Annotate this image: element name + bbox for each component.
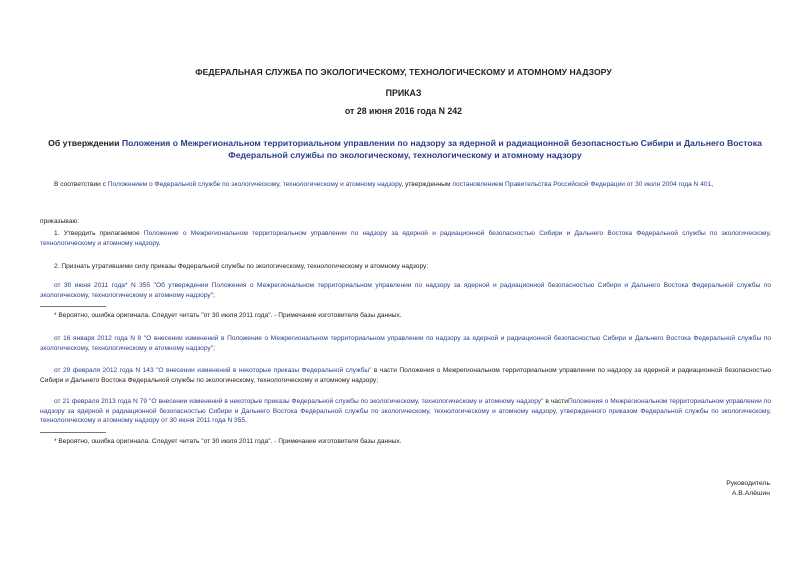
order-word: приказываю:: [40, 218, 80, 225]
repealed-order-3-end: в части Положения о Межрегиональном территориальном управлении по надзору за ядерной и радиационной безопасностью Сибири и Дальнего Востока Федеральной службы по экологическому, технологическому и атомному надзору;: [40, 367, 771, 384]
preamble-link-decree[interactable]: постановлением Правительства Российской Федерации от 30 июля 2004 года N 401: [452, 181, 712, 188]
repealed-order-2-end: ;: [213, 344, 215, 352]
signature-name: А.В.Алёшин: [731, 490, 770, 497]
item-1-text-start: 1. Утвердить прилагаемое: [54, 230, 144, 237]
item-1-link-regulation[interactable]: Положение о Межрегиональном территориальном управлении по надзору за ядерной и радиационной безопасностью Сибири и Дальнего Востока Федеральной службы по экологическому, технологическому и атомному надзору: [40, 230, 771, 247]
repealed-order-3-link[interactable]: от 29 февраля 2012 года N 143 "О внесении изменений в некоторые приказы Федеральной службы": [54, 367, 372, 374]
title-link-line2[interactable]: Федеральной службы по экологическому, технологическому и атомному надзору: [228, 150, 582, 160]
footnote-2: * Вероятно, ошибка оригинала. Следует читать "от 30 июля 2011 года". - Примечание изготовителя базы данных.: [54, 438, 402, 445]
item-2-paragraph: 2. Признать утратившими силу приказы Федеральной службы по экологическому, технологическому и атомному надзору:: [54, 263, 429, 270]
repealed-order-4-link-2[interactable]: Положения о Межрегиональном территориальном управлении по надзору за ядерной и радиационной безопасностью Сибири и Дальнего Востока Федеральной службы по экологическому, технологическому и атомному надзору, утвержденного приказом Федеральной службы по экологическому, технологическому и атомному надзору от 30 июня 2011 года N 355: [40, 398, 771, 424]
repealed-order-4-middle: в части: [543, 398, 568, 405]
title-link-line1[interactable]: Положения о Межрегиональном территориальном управлении по надзору за ядерной и радиационной безопасностью Сибири и Дальнего Востока: [121, 138, 762, 148]
title-prefix: Об утверждении: [48, 138, 122, 148]
signature-role: Руководитель: [726, 480, 770, 487]
repealed-order-3: [40, 366, 771, 385]
repealed-order-1: [40, 281, 771, 300]
item-1-text-end: .: [158, 239, 161, 247]
document-type: ПРИКАЗ: [385, 88, 422, 98]
preamble-link-regulation[interactable]: Положением о Федеральной службе по экологическому, технологическому и атомному надзору: [107, 181, 402, 188]
document-date-number: от 28 июня 2016 года N 242: [344, 106, 463, 116]
repealed-order-4-link-1[interactable]: от 21 февраля 2013 года N 79 "О внесении изменений в некоторые приказы Федеральной службы по экологическому, технологическому и атомному надзору": [54, 398, 544, 405]
repealed-order-1-end: ;: [213, 291, 215, 299]
repealed-order-2-link[interactable]: от 16 января 2012 года N 8 "О внесении изменений в Положение о Межрегиональном территориальном управлении по надзору за ядерной и радиационной безопасностью Сибири и Дальнего Востока Федеральной службы по экологическому, технологическому и атомному надзору": [40, 335, 771, 352]
repealed-order-4: [40, 397, 771, 426]
repealed-order-2: [40, 334, 771, 353]
preamble-text-end: ,: [711, 181, 714, 188]
repealed-order-4-end: .: [245, 417, 247, 424]
preamble-paragraph: [40, 180, 771, 190]
preamble-text-middle: , утвержденным: [401, 181, 453, 188]
footnote-1: * Вероятно, ошибка оригинала. Следует читать "от 30 июля 2011 года". - Примечание изготовителя базы данных.: [54, 312, 402, 319]
footnote-divider-2: [40, 432, 106, 433]
organization-heading: ФЕДЕРАЛЬНАЯ СЛУЖБА ПО ЭКОЛОГИЧЕСКОМУ, ТЕХНОЛОГИЧЕСКОМУ И АТОМНОМУ НАДЗОРУ: [195, 67, 612, 77]
document-title: [40, 137, 770, 161]
repealed-order-1-link[interactable]: от 30 июня 2011 года* N 355 "Об утверждении Положения о Межрегиональном территориальном управлении по надзору за ядерной и радиационной безопасностью Сибири и Дальнего Востока Федеральной службы по экологическому, технологическому и атомному надзору": [40, 282, 771, 299]
preamble-text-start: В соответствии с: [54, 181, 108, 188]
footnote-divider-1: [40, 306, 106, 307]
item-1-paragraph: [40, 229, 771, 248]
